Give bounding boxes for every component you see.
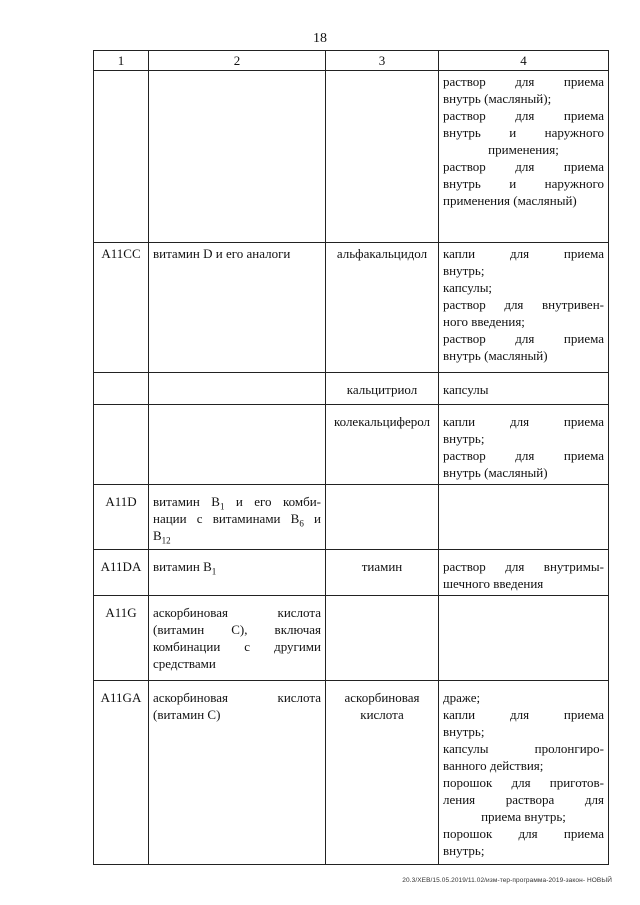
form-line: внутрь; [443, 724, 485, 739]
form-line: капсулы пролонгиро- [443, 741, 604, 756]
document-footer: 20.3/ХЕВ/15.05.2019/11.02/изм-тер-программа-2019-закон- НОВЫЙ [402, 877, 612, 884]
table-row [94, 405, 609, 485]
form-line: капли для приема [443, 707, 604, 722]
table-header-row [94, 51, 609, 71]
table-row [94, 681, 609, 865]
form-line: раствор для приема [443, 108, 604, 123]
group-line: средствами [153, 656, 216, 671]
atc-code-cell [94, 71, 149, 243]
atc-code-cell [94, 405, 149, 485]
form-line: шечного введения [443, 576, 544, 591]
form-line: внутрь (масляный); [443, 91, 552, 106]
table-row [94, 550, 609, 596]
group-line: аскорбиновая кислота [153, 690, 321, 705]
group-cell [149, 405, 326, 485]
group-line: комбинации с другими [153, 639, 321, 654]
form-line: применения (масляный) [443, 193, 577, 208]
drug-cell: кальцитриол [326, 373, 439, 405]
forms-cell [439, 550, 609, 596]
forms-cell [439, 71, 609, 243]
form-line: внутрь; [443, 843, 485, 858]
form-line: применения; [488, 142, 559, 157]
form-line: капли для приема [443, 246, 604, 261]
form-line: внутрь и наружного [443, 125, 604, 140]
group-line: $B_{12}$ [153, 528, 171, 546]
form-line: капсулы; [443, 280, 493, 295]
form-line: раствор для приема [443, 74, 604, 89]
form-line: приема внутрь; [481, 809, 566, 824]
form-line: внутрь (масляный) [443, 348, 548, 363]
form-line: ного введения; [443, 314, 525, 329]
drug-cell: тиамин [326, 550, 439, 596]
form-line: капсулы [443, 382, 489, 397]
forms-cell [439, 405, 609, 485]
drug-cell [326, 71, 439, 243]
atc-code-cell: A11D [94, 485, 149, 550]
column-header: 3 [326, 51, 439, 71]
column-header: 4 [439, 51, 609, 71]
group-cell [149, 550, 326, 596]
forms-cell [439, 596, 609, 681]
form-line: раствор для приема [443, 448, 604, 463]
group-cell [149, 71, 326, 243]
group-line: (витамин С), включая [153, 622, 321, 637]
group-line: витамин $B_1$ [153, 559, 217, 577]
drug-cell [326, 681, 439, 865]
group-line: нации с витаминами $B_6$ и [153, 511, 321, 529]
page-number: 18 [313, 31, 327, 46]
form-line: раствор для внутримы- [443, 559, 604, 574]
form-line: порошок для приготов- [443, 775, 604, 790]
group-cell [149, 681, 326, 865]
forms-cell [439, 681, 609, 865]
group-line: (витамин С) [153, 707, 221, 722]
drug-cell [326, 485, 439, 550]
table-row [94, 373, 609, 405]
table-row [94, 485, 609, 550]
form-line: ванного действия; [443, 758, 544, 773]
form-line: капли для приема [443, 414, 604, 429]
drug-cell [326, 596, 439, 681]
forms-cell [439, 243, 609, 373]
atc-code-cell: A11CC [94, 243, 149, 373]
forms-cell [439, 485, 609, 550]
medication-table [93, 50, 609, 865]
atc-code-cell [94, 373, 149, 405]
column-header: 1 [94, 51, 149, 71]
drug-cell: колекальциферол [326, 405, 439, 485]
group-line: витамин $B_1$ и его комби- [153, 494, 321, 512]
form-line: внутрь; [443, 431, 485, 446]
group-cell [149, 485, 326, 550]
group-cell [149, 373, 326, 405]
column-header: 2 [149, 51, 326, 71]
form-line: ления раствора для [443, 792, 604, 807]
table-row [94, 596, 609, 681]
group-line: аскорбиновая кислота [153, 605, 321, 620]
form-line: внутрь (масляный) [443, 465, 548, 480]
atc-code-cell: A11G [94, 596, 149, 681]
forms-cell [439, 373, 609, 405]
form-line: раствор для приема [443, 159, 604, 174]
atc-code-cell: A11GA [94, 681, 149, 865]
drug-line: аскорбиновая [344, 690, 420, 705]
table-row [94, 243, 609, 373]
form-line: внутрь; [443, 263, 485, 278]
form-line: раствор для внутривен- [443, 297, 604, 312]
drug-cell: альфакальцидол [326, 243, 439, 373]
form-line: драже; [443, 690, 481, 705]
group-line: витамин D и его аналоги [153, 246, 291, 261]
atc-code-cell: A11DA [94, 550, 149, 596]
group-cell [149, 596, 326, 681]
form-line: раствор для приема [443, 331, 604, 346]
drug-line: кислота [360, 707, 404, 722]
table-row [94, 71, 609, 243]
form-line: порошок для приема [443, 826, 604, 841]
group-cell [149, 243, 326, 373]
form-line: внутрь и наружного [443, 176, 604, 191]
